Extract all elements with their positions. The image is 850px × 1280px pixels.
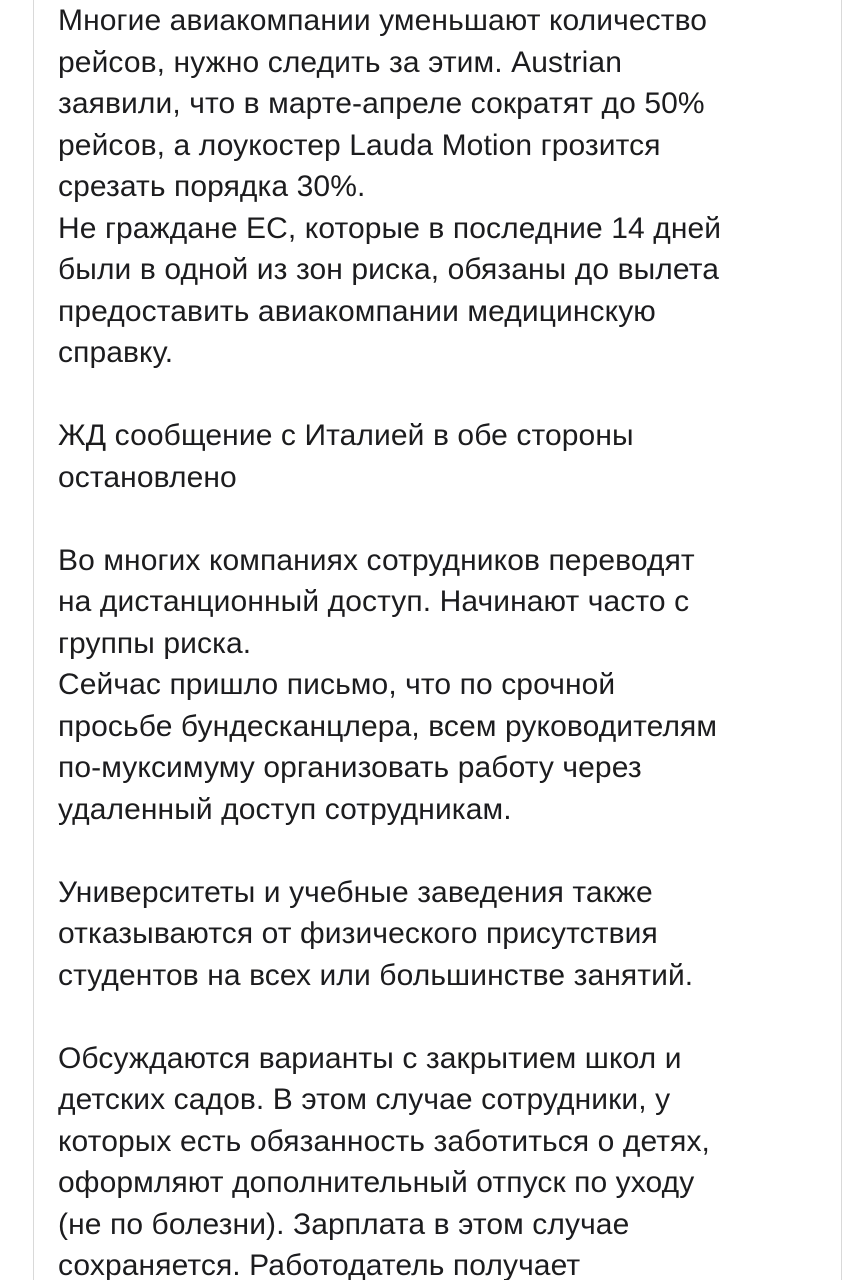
text-line: остановлено xyxy=(58,460,237,494)
text-line: справку. xyxy=(58,336,174,369)
text-line: отказываются от физического присутствия xyxy=(58,917,658,950)
text-line: которых есть обязанность заботиться о детях, xyxy=(58,1124,710,1158)
paragraph-airlines xyxy=(58,0,838,374)
text-line: рейсов, нужно следить за этим. Austrian xyxy=(58,45,622,79)
text-line: рейсов, а лоукостер Lauda Motion грозится xyxy=(58,128,661,162)
text-line: Не граждане ЕС, которые в последние 14 дней xyxy=(58,211,722,245)
text-line: сохраняется. Работодатель получает xyxy=(58,1249,581,1280)
text-line: детских садов. В этом случае сотрудники, у xyxy=(58,1083,671,1116)
text-line: были в одной из зон риска, обязаны до вылета xyxy=(58,253,719,286)
text-line: срезать порядка 30%. xyxy=(58,170,366,203)
message-bubble-left-edge xyxy=(33,0,34,1280)
text-line: Сейчас пришло письмо, что по срочной xyxy=(58,668,616,701)
text-line: удаленный доступ сотрудникам. xyxy=(58,792,512,826)
text-line: просьбе бундесканцлера, всем руководителям xyxy=(58,709,718,743)
paragraph-remote-work xyxy=(58,540,838,831)
text-line: оформляют дополнительный отпуск по уходу xyxy=(58,1166,695,1199)
text-line: (не по болезни). Зарплата в этом случае xyxy=(58,1207,630,1241)
paragraph-rail xyxy=(58,415,838,498)
text-line: по-муксимуму организовать работу через xyxy=(58,751,642,784)
text-line: на дистанционный доступ. Начинают часто с xyxy=(58,585,690,618)
text-line: предоставить авиакомпании медицинскую xyxy=(58,294,656,328)
text-line: Обсуждаются варианты с закрытием школ и xyxy=(58,1041,682,1075)
text-line: заявили, что в марте-апреле сократят до 50% xyxy=(58,87,705,120)
text-line: Во многих компаниях сотрудников переводят xyxy=(58,543,695,577)
paragraph-universities xyxy=(58,872,838,997)
message-text[interactable] xyxy=(58,0,838,1280)
text-line: группы риска. xyxy=(58,626,252,660)
text-line: Многие авиакомпании уменьшают количество xyxy=(58,4,708,37)
text-line: студентов на всех или большинстве занятий. xyxy=(58,958,694,992)
text-line: Университеты и учебные заведения также xyxy=(58,875,653,909)
message-bubble-right-edge xyxy=(841,0,842,1280)
paragraph-schools xyxy=(58,1038,838,1280)
text-line: ЖД сообщение с Италией в обе стороны xyxy=(58,419,634,452)
